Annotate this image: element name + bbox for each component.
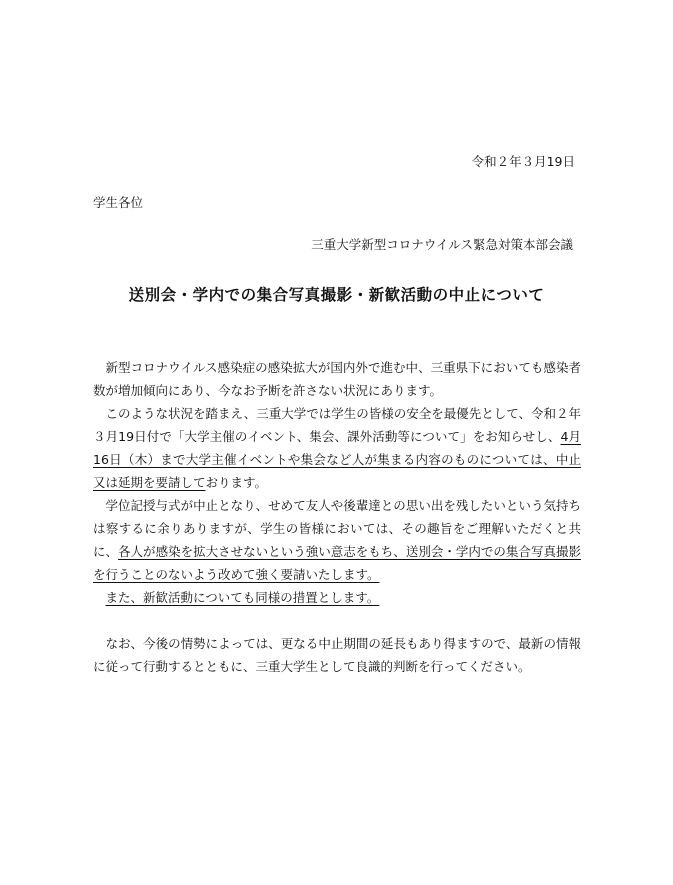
paragraph-previous-notice-end: おります。 bbox=[205, 475, 268, 490]
paragraph-previous-notice bbox=[93, 402, 581, 494]
underlined-strong-request: 各人が感染を拡大させないという強い意志をもち、送別会・学内での集合写真撮影を行うことのないよう改めて強く要請いたします。 bbox=[93, 544, 581, 582]
paragraph-previous-notice-text: このような状況を踏まえ、三重大学では学生の皆様の安全を最優先として、令和２年３月19日付で「大学主催のイベント、集会、課外活動等について」をお知らせし、 bbox=[93, 406, 582, 444]
paragraph-graduation-text: 学位記授与式が中止となり、せめて友人や後輩達との思い出を残したいという気持ちは察するに余りありますが、学生の皆様においては、その趣旨をご理解いただくと共に、 bbox=[93, 498, 581, 559]
document-date: 令和２年３月19日 bbox=[471, 154, 575, 169]
document-title: 送別会・学内での集合写真撮影・新歓活動の中止について bbox=[128, 286, 545, 304]
sender-organization: 三重大学新型コロナウイルス緊急対策本部会議 bbox=[311, 237, 573, 252]
document-body bbox=[93, 356, 581, 678]
paragraph-closing: なお、今後の情勢によっては、更なる中止期間の延長もあり得ますので、最新の情報に従って行動するとともに、三重大学生として良識的判断を行ってください。 bbox=[93, 636, 581, 674]
addressee: 学生各位 bbox=[93, 195, 144, 210]
paragraph-situation: 新型コロナウイルス感染症の感染拡大が国内外で進む中、三重県下においても感染者数が増加傾向にあり、今なお予断を許さない状況にあります。 bbox=[93, 360, 581, 398]
paragraph-graduation-request bbox=[93, 494, 581, 586]
paragraph-welcome-activities: また、新歓活動についても同様の措置とします。 bbox=[105, 590, 380, 605]
underlined-request-period: 4月16日（木）まで大学主催イベントや集会など人が集まる内容のものについては、中止又は延期を要請して bbox=[93, 429, 581, 490]
